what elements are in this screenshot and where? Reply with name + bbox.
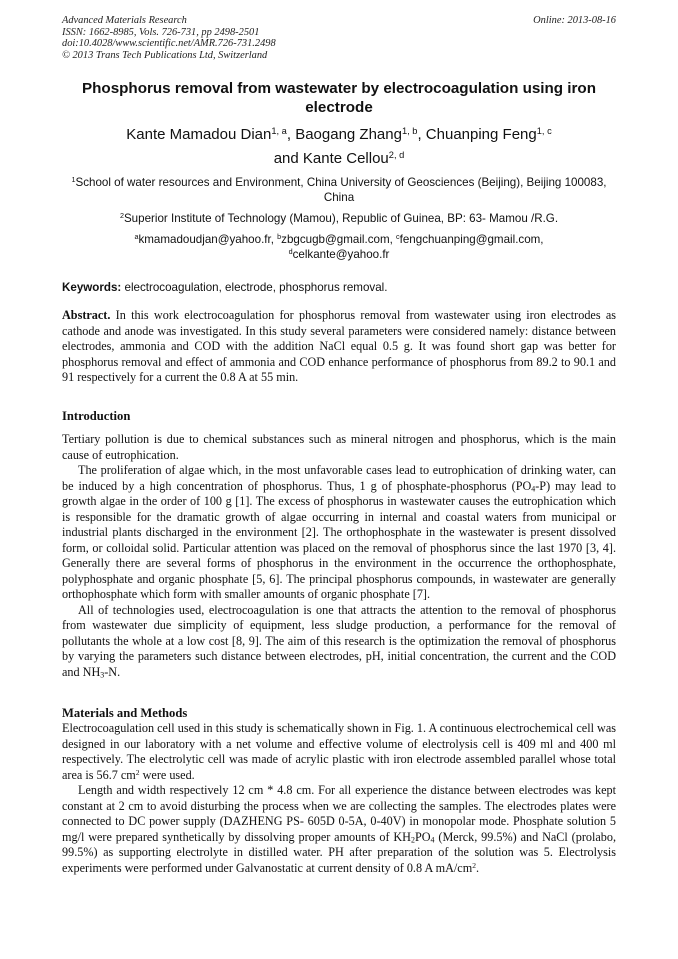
- introduction-body: [62, 432, 616, 680]
- text-run: Length and width respectively 12 cm * 4.8 cm. For all experience the distance between electrodes was kept constant at 2 cm to avoid disturbing the process when we are collecting the samples. The electrodes plates were connected to DC power supply (DAZHENG PS- 605D 0-5A, 0-40V) in monopolar mode. Phosphate solution 5 mg/l were prepared synthetically by dissolving proper amounts of KH: [62, 783, 616, 844]
- methods-body: [62, 721, 616, 876]
- abstract: [62, 308, 616, 386]
- paragraph: [62, 783, 616, 876]
- email: kmamadoudjan@yahoo.fr,: [138, 233, 278, 246]
- text-run: -N.: [104, 664, 121, 679]
- paragraph: [62, 603, 616, 681]
- author-affiliation-mark: 1, c: [536, 125, 552, 136]
- section-heading-introduction: Introduction: [62, 409, 131, 423]
- paragraph: [62, 721, 616, 783]
- affiliation-text: Superior Institute of Technology (Mamou), Republic of Guinea, BP: 63- Mamou /R.G.: [123, 212, 559, 225]
- text-run: -P) may lead to growth algae in the order of 100 g [1]. The excess of phosphorus in wastewater causes the eutrophication which is responsible for the dramatic growth of algae occurring in internal and coastal waters from municipal or industrial plants discharged in the environment [2]. The orthophosphate in the wastewater is present dissolved form, or colloidal solid. Particular attention was placed on the removal of phosphorus since the last 1970 [3, 4]. Generally there are several forms of phosphorus in the environment in the occurrence the orthophosphate, polyphosphate and organic phosphate [5, 6]. The principal phosphorus compounds, in wastewater are generally orthophosphate which form with smaller amounts of organic phosphate [7].: [62, 478, 616, 601]
- subscript: 4: [430, 835, 435, 845]
- journal-header: [62, 15, 616, 61]
- email: fengchuanping@gmail.com,: [399, 233, 544, 246]
- email: celkante@yahoo.fr: [292, 248, 390, 261]
- text-run: The proliferation of algae which, in the most unfavorable cases lead to eutrophication of drinking water, can be induced by a high concentration of phosphorus. Thus, 1 g of phosphate-phosphorus (PO: [62, 463, 616, 493]
- text-run: were used.: [139, 767, 195, 782]
- keywords-text: electrocoagulation, electrode, phosphorus removal.: [121, 281, 388, 294]
- author-list: [62, 123, 616, 171]
- keywords: [62, 280, 616, 295]
- text-run: All of technologies used, electrocoagulation is one that attracts the attention to the removal of phosphorus from wastewater due simplicity of equipment, less sludge production, a performance for the removal of pollutants the whole at a low cost [8, 9]. The aim of this research is the optimization the removal of phosphorus by varying the parameters such distance between electrodes, pH, initial concentration, the current and the COD and NH: [62, 602, 616, 679]
- section-heading-materials-methods: Materials and Methods: [62, 706, 188, 720]
- text-run: PO: [414, 829, 431, 844]
- title-line-1: Phosphorus removal from wastewater by electrocoagulation using iron: [82, 80, 596, 97]
- keywords-label: Keywords:: [62, 281, 122, 294]
- subscript: 2: [410, 835, 415, 845]
- doi-line: doi:10.4028/www.scientific.net/AMR.726-731.2498: [62, 38, 276, 50]
- author-name: , Chuanping Feng: [417, 126, 537, 143]
- text-run: Electrocoagulation cell used in this study is schematically shown in Fig. 1. A continuous electrochemical cell was designed in our laboratory with a net volume and effective volume of electrolysis cell is 409 ml and 400 ml respectively. The electrolytic cell was made of acrylic plastic with iron electrode assembled parallel whose total area is 56.7 cm: [62, 721, 616, 782]
- email-mark: a: [134, 232, 139, 242]
- affiliation-2: [62, 211, 616, 226]
- paragraph: Tertiary pollution is due to chemical substances such as mineral nitrogen and phosphorus, which is the main cause of eutrophication.: [62, 432, 616, 462]
- copyright-line: © 2013 Trans Tech Publications Ltd, Switzerland: [62, 49, 268, 61]
- subscript: 4: [531, 484, 536, 494]
- text-run: .: [475, 860, 480, 875]
- issn-line: ISSN: 1662-8985, Vols. 726-731, pp 2498-2501: [62, 26, 260, 38]
- affiliation-mark: 2: [119, 211, 124, 221]
- superscript: 2: [135, 767, 140, 777]
- text-run: (Merck, 99.5%) and NaCl (prolabo, 99.5%) as supporting electrolyte in distilled water. PH after preparation of the solution was 5. Electrolysis experiments were performed under Galvanostatic at current density of 0.8 A mA/cm: [62, 829, 617, 875]
- affiliation-mark: 1: [71, 175, 76, 185]
- abstract-text: In this work electrocoagulation for phosphorus removal from wastewater using iron electrodes as cathode and anode was investigated. In this study several parameters were considered namely: distance between electrodes, ammonia and COD with the addition NaCl equal 0.5 g. It was found short gap was better for phosphorus removal and effect of ammonia and COD enhance performance of phosphorus from 89.2 to 90.1 and 91 respectively for a current the 0.8 A at 55 min.: [62, 308, 616, 384]
- subscript: 3: [100, 670, 105, 680]
- abstract-label: Abstract.: [62, 308, 111, 322]
- author-name: , Baogang Zhang: [286, 126, 402, 143]
- author-affiliation-mark: 1, a: [271, 125, 287, 136]
- author-name: Kante Mamadou Dian: [126, 126, 272, 143]
- paper-title: [58, 80, 620, 117]
- superscript: 2: [472, 860, 476, 870]
- email-mark: b: [277, 232, 282, 242]
- affiliation-text: School of water resources and Environment, China University of Geosciences (Beijing), Beijing 100083, China: [75, 176, 607, 204]
- paragraph: [62, 463, 616, 603]
- title-line-2: electrode: [305, 98, 373, 116]
- email-mark: c: [396, 232, 400, 242]
- author-affiliation-mark: 2, d: [388, 149, 405, 160]
- email: zbgcugb@gmail.com,: [281, 233, 397, 246]
- author-affiliation-mark: 1, b: [401, 125, 418, 136]
- journal-name: Advanced Materials Research: [62, 15, 187, 26]
- email-mark: d: [288, 247, 293, 257]
- author-name: and Kante Cellou: [273, 150, 389, 167]
- author-emails: [62, 232, 616, 262]
- affiliation-1: [62, 175, 616, 205]
- online-date: Online: 2013-08-16: [533, 15, 616, 26]
